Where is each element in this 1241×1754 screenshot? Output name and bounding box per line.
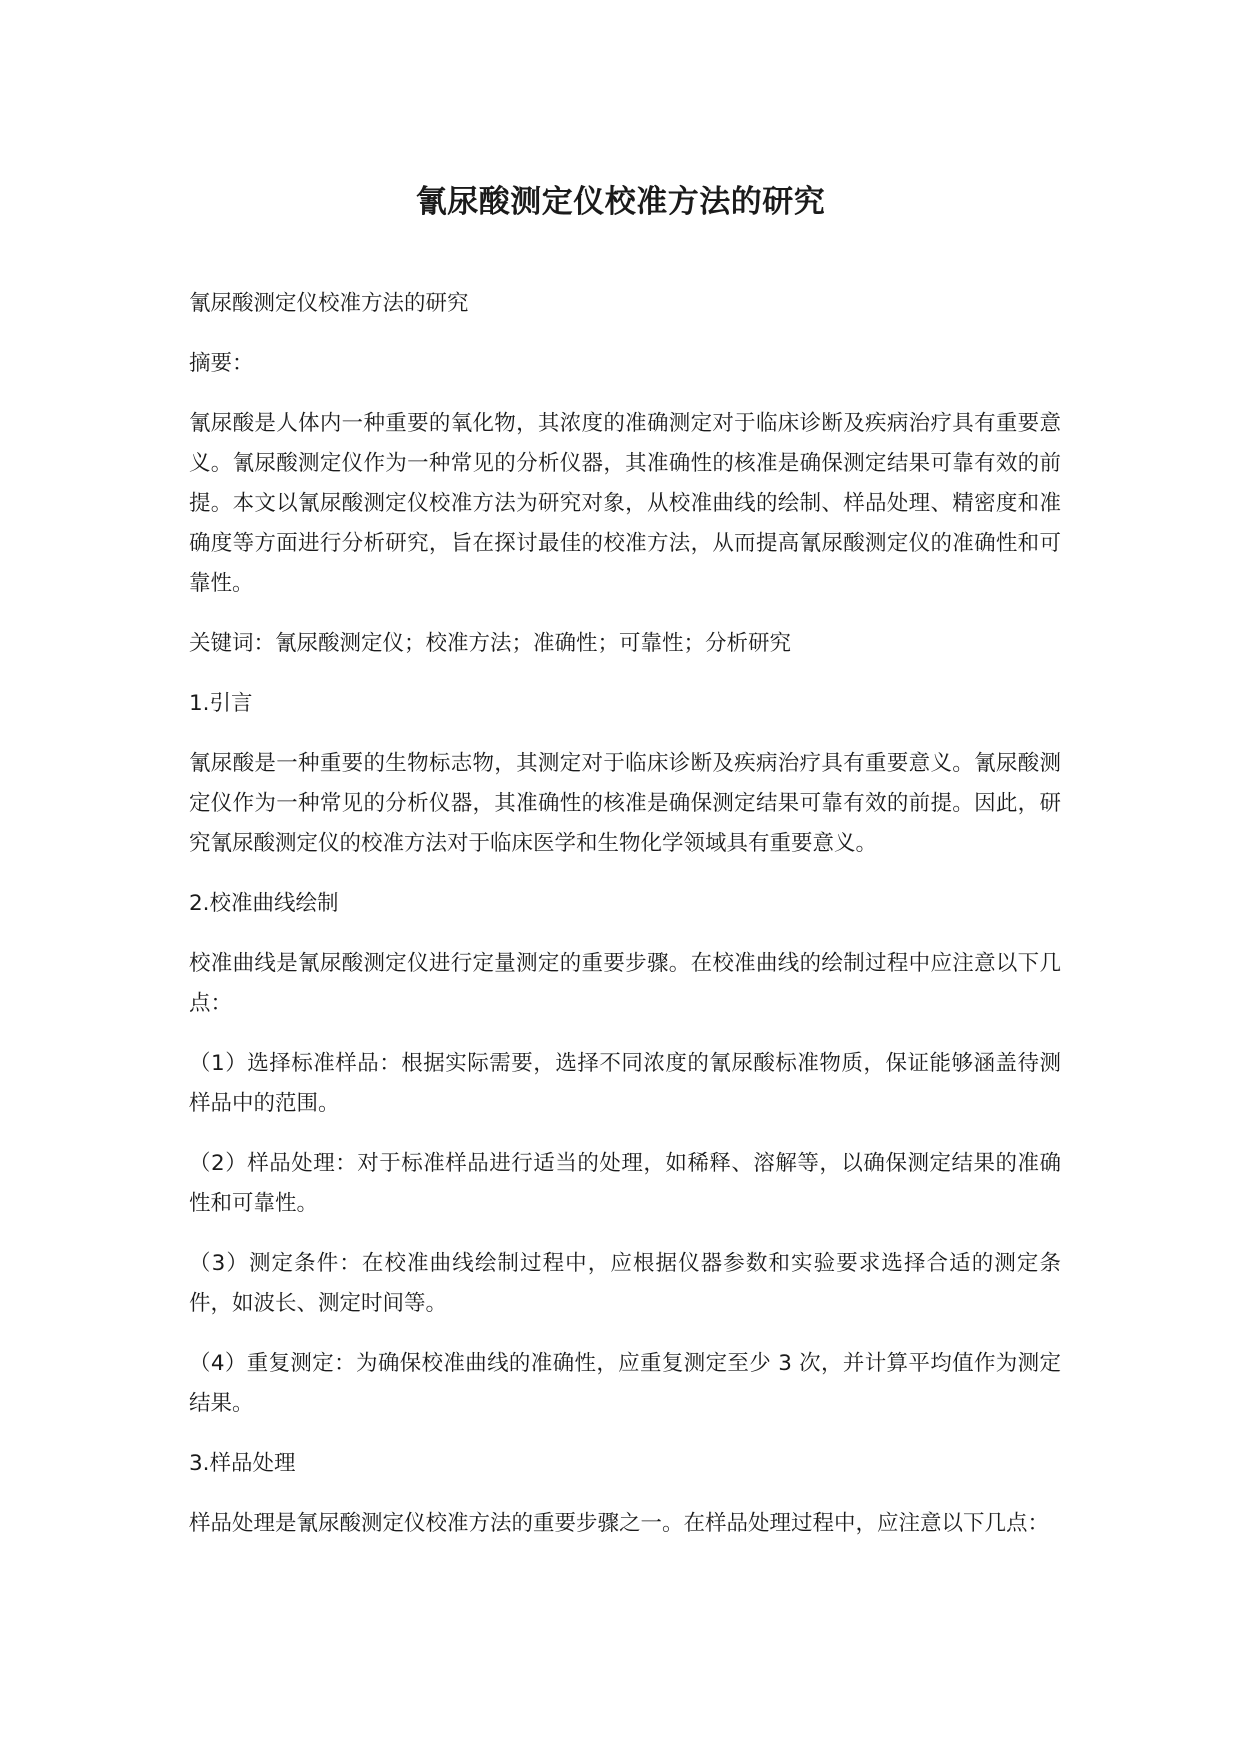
section-2-item-4: （4）重复测定：为确保校准曲线的准确性，应重复测定至少 3 次，并计算平均值作为测定结果。	[189, 1351, 1061, 1416]
section-2-item-2: （2）样品处理：对于标准样品进行适当的处理，如稀释、溶解等，以确保测定结果的准确性和可靠性。	[189, 1151, 1061, 1216]
section-3-text: 样品处理是氰尿酸测定仪校准方法的重要步骤之一。在样品处理过程中，应注意以下几点：	[189, 1511, 1050, 1536]
document-subtitle: 氰尿酸测定仪校准方法的研究	[189, 291, 469, 316]
section-3-heading: 3.样品处理	[189, 1451, 296, 1476]
keywords: 关键词：氰尿酸测定仪；校准方法；准确性；可靠性；分析研究	[189, 631, 792, 656]
document-title: 氰尿酸测定仪校准方法的研究	[415, 184, 826, 220]
section-1-heading: 1.引言	[189, 691, 253, 716]
section-2-item-3: （3）测定条件：在校准曲线绘制过程中，应根据仪器参数和实验要求选择合适的测定条件，如波长、测定时间等。	[189, 1251, 1061, 1316]
section-2-intro: 校准曲线是氰尿酸测定仪进行定量测定的重要步骤。在校准曲线的绘制过程中应注意以下几点：	[189, 951, 1061, 1016]
section-1-text: 氰尿酸是一种重要的生物标志物，其测定对于临床诊断及疾病治疗具有重要意义。氰尿酸测定仪作为一种常见的分析仪器，其准确性的核准是确保测定结果可靠有效的前提。因此，研究氰尿酸测定仪的校准方法对于临床医学和生物化学领域具有重要意义。	[189, 751, 1061, 856]
document-body	[189, 284, 1061, 1564]
section-2-item-1: （1）选择标准样品：根据实际需要，选择不同浓度的氰尿酸标准物质，保证能够涵盖待测样品中的范围。	[189, 1051, 1061, 1116]
abstract-text: 氰尿酸是人体内一种重要的氧化物，其浓度的准确测定对于临床诊断及疾病治疗具有重要意义。氰尿酸测定仪作为一种常见的分析仪器，其准确性的核准是确保测定结果可靠有效的前提。本文以氰尿酸测定仪校准方法为研究对象，从校准曲线的绘制、样品处理、精密度和准确度等方面进行分析研究，旨在探讨最佳的校准方法，从而提高氰尿酸测定仪的准确性和可靠性。	[189, 411, 1061, 596]
section-2-heading: 2.校准曲线绘制	[189, 891, 339, 916]
abstract-label: 摘要：	[189, 351, 254, 376]
